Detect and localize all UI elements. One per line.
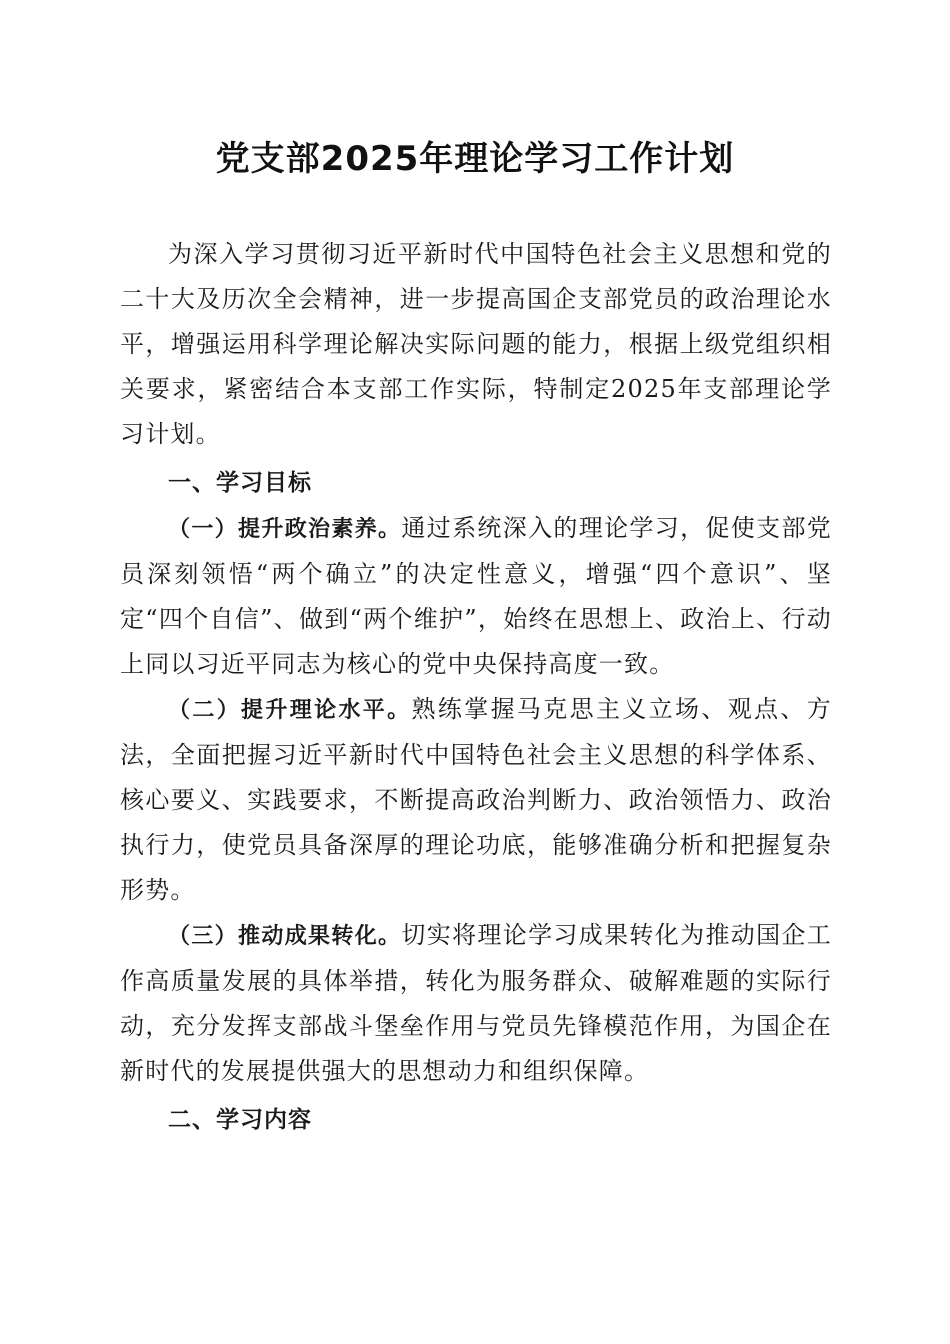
goal-item-1-lead: （一）提升政治素养。 [168, 517, 402, 542]
goal-item-2-lead: （二）提升理论水平。 [168, 698, 412, 723]
goal-item-3-text: 切实将理论学习成果转化为推动国企工作高质量发展的具体举措，转化为服务群众、破解难题的实际行动，充分发挥支部战斗堡垒作用与党员先锋模范作用，为国企在新时代的发展提供强大的思想动力和组织保障。 [120, 921, 832, 1085]
section-heading-content: 二、学习内容 [168, 1107, 312, 1133]
goal-item-2 [120, 687, 832, 913]
goal-item-2-text: 熟练掌握马克思主义立场、观点、方法，全面把握习近平新时代中国特色社会主义思想的科学体系、核心要义、实践要求，不断提高政治判断力、政治领悟力、政治执行力，使党员具备深厚的理论功底，能够准确分析和把握复杂形势。 [120, 695, 832, 904]
goal-item-1-text: 通过系统深入的理论学习，促使支部党员深刻领悟“两个确立”的决定性意义，增强“四个意识”、坚定“四个自信”、做到“两个维护”，始终在思想上、政治上、行动上同以习近平同志为核心的党中央保持高度一致。 [120, 514, 832, 678]
section-heading-goals: 一、学习目标 [168, 470, 312, 496]
goal-item-1 [120, 506, 832, 687]
goal-item-3 [120, 913, 832, 1094]
goal-item-3-lead: （三）推动成果转化。 [168, 924, 402, 949]
document-body [120, 232, 832, 1143]
page-title: 党支部2025年理论学习工作计划 [215, 139, 735, 179]
intro-paragraph: 为深入学习贯彻习近平新时代中国特色社会主义思想和党的二十大及历次全会精神，进一步提高国企支部党员的政治理论水平，增强运用科学理论解决实际问题的能力，根据上级党组织相关要求，紧密结合本支部工作实际，特制定2025年支部理论学习计划。 [120, 240, 832, 448]
